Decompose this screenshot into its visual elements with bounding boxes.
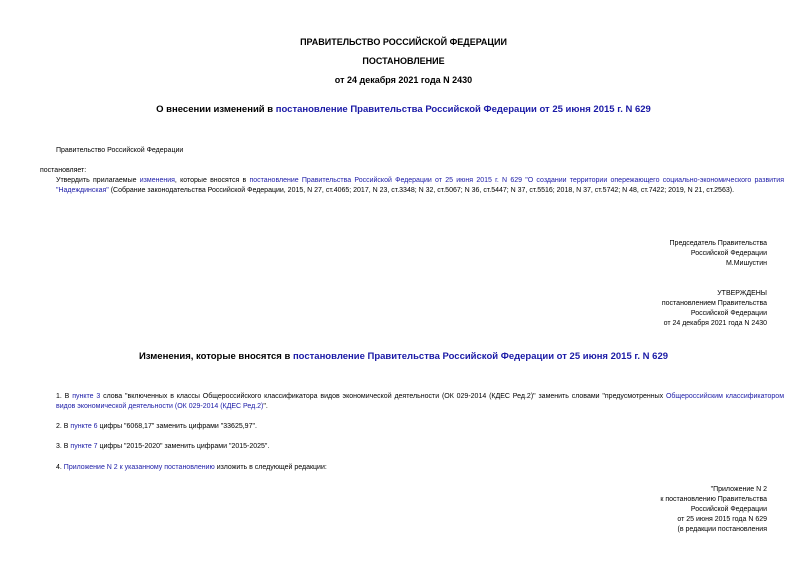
appendix-line-5: (в редакции постановления [677,526,767,533]
title-prefix: О внесении изменений в [156,104,276,115]
change-item-4 [40,463,784,473]
item-1-okved-link[interactable]: Общероссийским классификатором видов экономической деятельности (ОК 029-2014 (КДЕС Ред.2) [56,393,785,410]
item-4-number: 4. [56,464,64,471]
item-3-link[interactable]: пункте 7 [70,443,98,450]
document-date-number: от 24 декабря 2021 года N 2430 [334,75,473,85]
approval-line-1: УТВЕРЖДЕНЫ [717,290,767,297]
resolves-text: постановляет: [40,167,87,174]
approval-line-4: от 24 декабря 2021 года N 2430 [663,320,767,327]
government-heading: ПРАВИТЕЛЬСТВО РОССИЙСКОЙ ФЕДЕРАЦИИ [300,37,507,47]
item-2-number: 2. В [56,423,71,430]
issuer: Правительство Российской Федерации [56,147,184,154]
signature-line-1: Председатель Правительства [669,240,767,247]
appendix-header [660,485,767,535]
paragraph-approve [40,176,784,196]
changes-link[interactable]: изменения [139,177,175,184]
title-resolution-link[interactable]: постановление Правительства Российской Федерации от 25 июня 2015 г. N 629 [275,104,651,115]
signature-line-2: Российской Федерации [690,250,767,257]
change-item-3 [40,442,784,452]
item-1-end: ". [263,403,268,410]
approval-line-2: постановлением Правительства [661,300,767,307]
item-1-text: слова "включенных в классы Общероссийского классификатора видов экономической деятельности (ОК 029-2014 (КДЕС Ред.2)" заменить словами "предусмотренных [100,393,666,400]
changes-title [0,351,807,362]
p1-text-a: Утвердить прилагаемые [56,177,140,184]
item-4-link[interactable]: Приложение N 2 к указанному постановлению [63,464,215,471]
approval-line-3: Российской Федерации [690,310,767,317]
item-2-text: цифры "6068,17" заменить цифрами "33625,97". [97,423,257,430]
item-3-text: цифры "2015-2020" заменить цифрами "2015-2025". [97,443,270,450]
item-3-number: 3. В [56,443,71,450]
changes-title-prefix: Изменения, которые вносятся в [138,351,293,362]
signature-line-3: М.Мишустин [725,260,767,267]
item-1-link[interactable]: пункте 3 [72,393,101,400]
change-item-2 [40,422,784,432]
change-item-1 [40,392,784,412]
item-1-number: 1. В [56,393,73,400]
p1-text-c: (Собрание законодательства Российской Федерации, 2015, N 27, ст.4065; 2017, N 23, ст.3348; N 32, ст.5067; N 36, ст.5447; N 37, ст.5516; 2018, N 37, ст.5742; N 48, ст.7422; 2019, N 21, ст.2563). [108,187,735,194]
p1-text-b: , которые вносятся в [174,177,250,184]
item-4-text: изложить в следующей редакции: [214,464,327,471]
approval-block [662,289,767,329]
resolution-629-link[interactable]: постановление Правительства Российской Федерации от 25 июня 2015 г. N 629 "О создании территории опережающего социально-экономического развития "Надеждинская" [56,177,784,194]
signature-block [670,239,767,269]
document-title [0,104,807,115]
item-2-link[interactable]: пункте 6 [70,423,98,430]
appendix-line-3: Российской Федерации [690,506,767,513]
document-type: ПОСТАНОВЛЕНИЕ [362,56,445,66]
appendix-line-2: к постановлению Правительства [660,496,767,503]
appendix-line-1: "Приложение N 2 [710,486,767,493]
changes-title-link[interactable]: постановление Правительства Российской Федерации от 25 июня 2015 г. N 629 [292,351,669,362]
appendix-line-4: от 25 июня 2015 года N 629 [677,516,767,523]
